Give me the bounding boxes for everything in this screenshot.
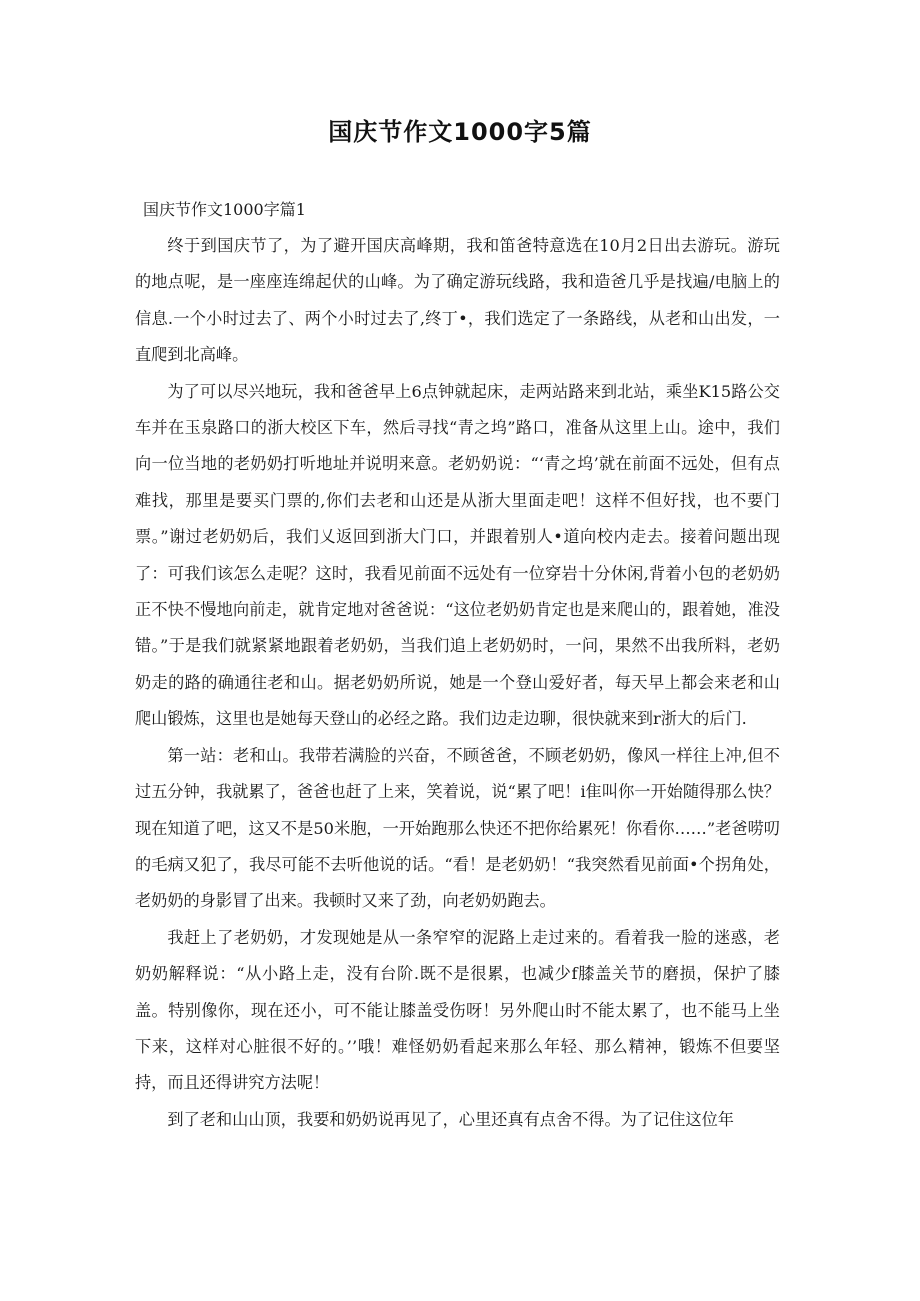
paragraph-5: 到了老和山山顶，我要和奶奶说再见了，心里还真有点舍不得。为了记住这位年 [167,1109,734,1129]
document-body [135,192,780,1138]
paragraph-4: 我赶上了老奶奶，才发现她是从一条窄窄的泥路上走过来的。看着我一脸的迷惑，老奶奶解释说：“从小路上走，没有台阶.既不是很累，也减少f膝盖关节的磨损，保护了膝盖。特别像你，现在还小，可不能让膝盖受伤呀！另外爬山时不能太累了，也不能马上坐下来，这样对心脏很不好的。’’哦！难怪奶奶看起来那么年轻、那么精神，锻炼不但要坚持，而且还得讲究方法呢！ [135,927,780,1093]
paragraph-2: 为了可以尽兴地玩，我和爸爸早上6点钟就起床，走两站路来到北站，乘坐K15路公交车并在玉泉路口的浙大校区下车，然后寻找“青之坞”路口，准备从这里上山。途中，我们向一位当地的老奶奶打听地址并说明来意。老奶奶说：“‘青之坞’就在前面不远处，但有点难找，那里是要买门票的,你们去老和山还是从浙大里面走吧！这样不但好找，也不要门票。”谢过老奶奶后，我们乂返回到浙大门口，并跟着别人•道向校内走去。接着问题出现了：可我们该怎么走呢？这时，我看见前面不远处有一位穿岩十分休闲,背着小包的老奶奶正不快不慢地向前走，就肯定地对爸爸说：“这位老奶奶肯定也是来爬山的，跟着她，准没错。”于是我们就紧紧地跟着老奶奶，当我们追上老奶奶时，一问，果然不出我所料，老奶奶走的路的确通往老和山。据老奶奶所说，她是一个登山爱好者，每天早上都会来老和山爬山锻炼，这里也是她每天登山的必经之路。我们边走边聊，很快就来到r浙大的后门. [135,381,780,729]
document-title: 国庆节作文1000字5篇 [328,118,592,146]
paragraph-1: 终于到国庆节了，为了避开国庆高峰期，我和笛爸特意选在10月2日出去游玩。游玩的地点呢，是一座座连绵起伏的山峰。为了确定游玩线路，我和造爸几乎是找遍/电脑上的信息.一个小时过去了、两个小时过去了,终丁•，我们选定了一条路线，从老和山出发，一直爬到北高峰。 [135,236,780,365]
section-heading: 国庆节作文1000字篇1 [143,200,306,219]
paragraph-3: 第一站：老和山。我带若满脸的兴奋，不顾爸爸，不顾老奶奶，像风一样往上冲,但不过五分钟，我就累了，爸爸也赶了上来，笑着说，说“累了吧！i隹叫你一开始随得那么快？现在知道了吧，这又不是50米胞，一开始跑那么快还不把你给累死！你看你……”老爸唠叨的毛病又犯了，我尽可能不去听他说的话。“看！是老奶奶！“我突然看见前面•个拐角处，老奶奶的身影冒了出来。我顿时又来了劲，向老奶奶跑去。 [135,745,780,911]
